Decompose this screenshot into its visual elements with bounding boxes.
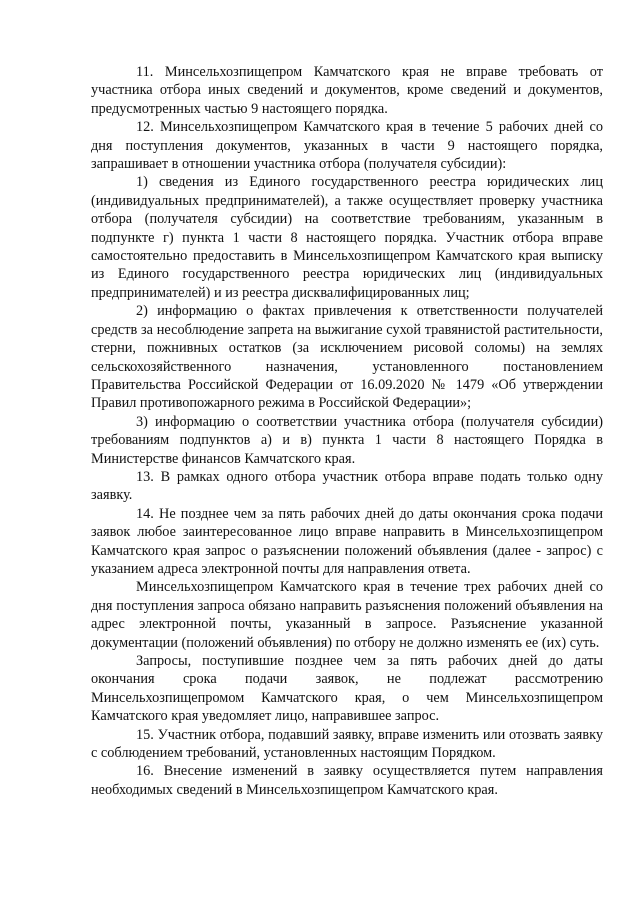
paragraph-12-item-2: 2) информацию о фактах привлечения к ответственности получателей средств за несоблюдение запрета на выжигание сухой травянистой растительности, стерни, пожнивных остатков (за исключением рисовой соломы) на землях сельскохозяйственного назначения, установленного постановлением Правительства Российской Федерации от 16.09.2020 № 1479 «Об утверждении Правил противопожарного режима в Российской Федерации»;	[91, 303, 603, 412]
paragraph-14: 14. Не позднее чем за пять рабочих дней до даты окончания срока подачи заявок любое заинтересованное лицо вправе направить в Минсельхозпищепром Камчатского края запрос о разъяснении положений объявления (далее - запрос) с указанием адреса электронной почты для направления ответа.	[91, 505, 603, 577]
paragraph-12: 12. Минсельхозпищепром Камчатского края в течение 5 рабочих дней со дня поступления документов, указанных в части 9 настоящего порядка, запрашивает в отношении участника отбора (получателя субсидии):	[91, 119, 603, 173]
paragraph-13: 13. В рамках одного отбора участник отбора вправе подать только одну заявку.	[91, 468, 603, 504]
paragraph-14-late-requests: Запросы, поступившие позднее чем за пять рабочих дней до даты окончания срока подачи заявок, не подлежат рассмотрению Минсельхозпищепромом Камчатского края, о чем Минсельхозпищепром Камчатского края уведомляет лицо, направившее запрос.	[91, 653, 603, 725]
paragraph-16: 16. Внесение изменений в заявку осуществляется путем направления необходимых сведений в Минсельхозпищепром Камчатского края.	[91, 763, 603, 798]
paragraph-14-response: Минсельхозпищепром Камчатского края в течение трех рабочих дней со дня поступления запроса обязано направить разъяснения положений объявления на адрес электронной почты, указанный в запросе. Разъяснение указанной документации (положений объявления) по отбору не должно изменять ее (их) суть.	[91, 579, 603, 651]
paragraph-12-item-1: 1) сведения из Единого государственного реестра юридических лиц (индивидуальных предпринимателей), а также осуществляет проверку участника отбора (получателя субсидии) на соответствие требованиям, указанным в подпункте г) пункта 1 части 8 настоящего порядка. Участник отбора вправе самостоятельно предоставить в Минсельхозпищепром Камчатского края выписку из Единого государственного реестра юридических лиц (индивидуальных предпринимателей) и из реестра дисквалифицированных лиц;	[91, 174, 603, 301]
paragraph-11: 11. Минсельхозпищепром Камчатского края не вправе требовать от участника отбора иных сведений и документов, кроме сведений и документов, предусмотренных частью 9 настоящего порядка.	[91, 64, 603, 117]
paragraph-12-item-3: 3) информацию о соответствии участника отбора (получателя субсидии) требованиям подпунктов а) и в) пункта 1 части 8 настоящего Порядка в Министерстве финансов Камчатского края.	[91, 413, 603, 467]
paragraph-15: 15. Участник отбора, подавший заявку, вправе изменить или отозвать заявку с соблюдением требований, установленных настоящим Порядком.	[91, 726, 603, 762]
